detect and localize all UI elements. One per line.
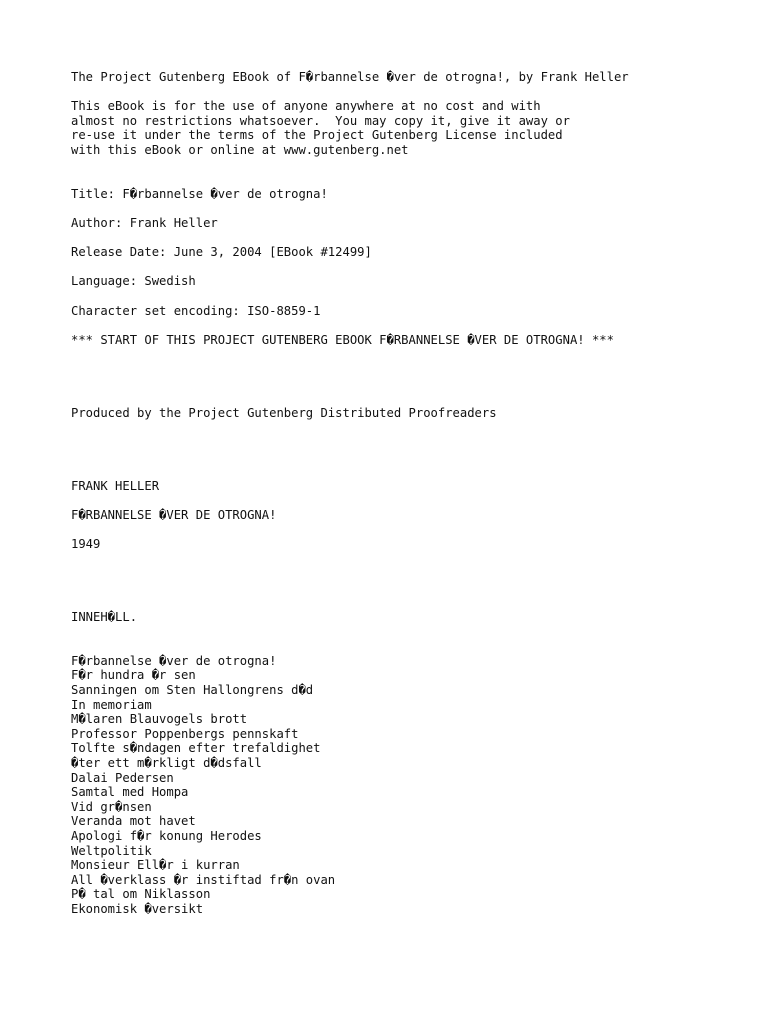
table-of-contents — [71, 654, 751, 917]
book-title: F�RBANNELSE �VER DE OTROGNA! — [71, 507, 277, 522]
blank-lines — [71, 158, 751, 187]
toc-item: Veranda mot havet — [71, 814, 196, 829]
license-line: with this eBook or online at www.gutenberg.net — [71, 142, 409, 157]
book-year: 1949 — [71, 537, 101, 552]
blank-line — [71, 493, 751, 508]
toc-item: �ter ett m�rkligt d�dsfall — [71, 755, 262, 770]
blank-line — [71, 318, 751, 333]
ebook-text-page — [71, 70, 751, 916]
toc-item: Samtal med Hompa — [71, 785, 189, 800]
blank-lines — [71, 420, 751, 478]
meta-language: Language: Swedish — [71, 274, 196, 289]
blank-lines — [71, 552, 751, 610]
toc-item: P� tal om Niklasson — [71, 887, 211, 902]
blank-line — [71, 289, 751, 304]
blank-lines — [71, 625, 751, 654]
ebook-title-line: The Project Gutenberg EBook of F�rbannelse �ver de otrogna!, by Frank Heller — [71, 70, 629, 84]
toc-item: Dalai Pedersen — [71, 770, 174, 785]
toc-item: Apologi f�r konung Herodes — [71, 828, 262, 843]
toc-item: F�r hundra �r sen — [71, 668, 196, 683]
toc-item: Weltpolitik — [71, 843, 152, 858]
toc-item: F�rbannelse �ver de otrogna! — [71, 653, 277, 668]
meta-release-date: Release Date: June 3, 2004 [EBook #12499] — [71, 245, 372, 260]
meta-encoding: Character set encoding: ISO-8859-1 — [71, 303, 321, 318]
toc-item: Tolfte s�ndagen efter trefaldighet — [71, 741, 321, 756]
toc-item: Monsieur Ell�r i kurran — [71, 858, 240, 873]
license-line: re-use it under the terms of the Project Gutenberg License included — [71, 128, 563, 143]
blank-lines — [71, 347, 751, 405]
blank-line — [71, 231, 751, 246]
license-line: This eBook is for the use of anyone anywhere at no cost and with — [71, 99, 541, 114]
produced-by: Produced by the Project Gutenberg Distributed Proofreaders — [71, 405, 497, 420]
toc-item: M�laren Blauvogels brott — [71, 712, 248, 727]
start-marker: *** START OF THIS PROJECT GUTENBERG EBOOK F�RBANNELSE �VER DE OTROGNA! *** — [71, 332, 614, 347]
blank-line — [71, 522, 751, 537]
toc-item: In memoriam — [71, 697, 152, 712]
toc-item: Professor Poppenbergs pennskaft — [71, 726, 299, 741]
toc-item: All �verklass �r instiftad fr�n ovan — [71, 872, 336, 887]
license-line: almost no restrictions whatsoever. You may copy it, give it away or — [71, 113, 570, 128]
meta-author: Author: Frank Heller — [71, 215, 218, 230]
meta-title: Title: F�rbannelse �ver de otrogna! — [71, 186, 328, 201]
blank-line — [71, 201, 751, 216]
blank-line — [71, 85, 751, 100]
blank-line — [71, 260, 751, 275]
toc-heading: INNEH�LL. — [71, 610, 138, 625]
license-paragraph — [71, 99, 751, 157]
toc-item: Vid gr�nsen — [71, 799, 152, 814]
toc-item: Ekonomisk �versikt — [71, 901, 204, 916]
toc-item: Sanningen om Sten Hallongrens d�d — [71, 682, 314, 697]
book-author: FRANK HELLER — [71, 478, 160, 493]
